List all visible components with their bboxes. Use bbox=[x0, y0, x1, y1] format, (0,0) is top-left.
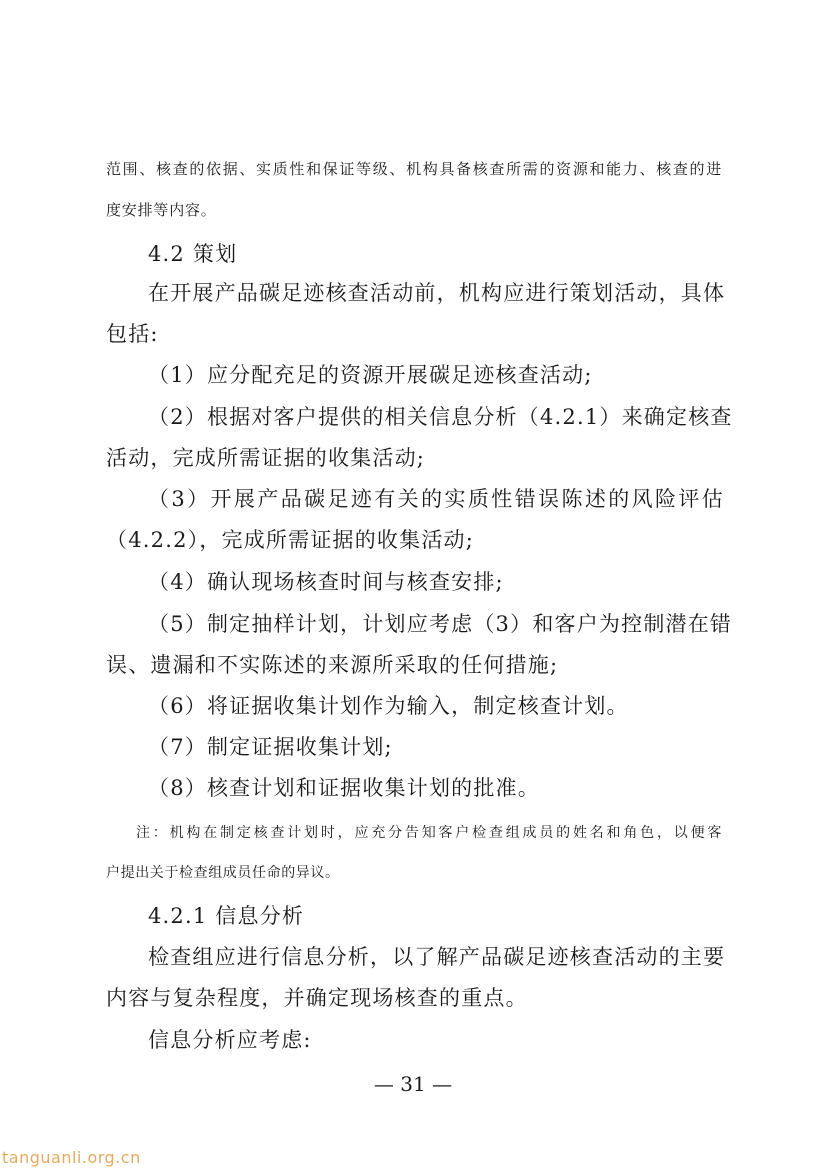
section-heading: 4.2 策划 bbox=[148, 242, 238, 266]
list-item-continuation: （4.2.2），完成所需证据的收集活动; bbox=[106, 528, 475, 552]
list-item-continuation: 误、遗漏和不实陈述的来源所采取的任何措施; bbox=[106, 653, 559, 677]
note-line: 户提出关于检查组成员任命的异议。 bbox=[106, 865, 340, 881]
note-line: 注：机构在制定核查计划时，应充分告知客户检查组成员的姓名和角色，以便客 bbox=[136, 825, 722, 841]
watermark-text: tanguanli.org.cn bbox=[2, 1148, 141, 1167]
paragraph-line: 在开展产品碳足迹核查活动前，机构应进行策划活动，具体 bbox=[148, 281, 726, 305]
page-number: — 31 — bbox=[373, 1072, 453, 1096]
paragraph-line: 检查组应进行信息分析，以了解产品碳足迹核查活动的主要 bbox=[148, 945, 726, 969]
paragraph-line: 度安排等内容。 bbox=[106, 201, 217, 219]
paragraph-line: 内容与复杂程度，并确定现场核查的重点。 bbox=[106, 986, 528, 1010]
paragraph-line: 范围、核查的依据、实质性和保证等级、机构具备核查所需的资源和能力、核查的进 bbox=[106, 160, 722, 178]
list-item: （2）根据对客户提供的相关信息分析（4.2.1）来确定核查 bbox=[148, 405, 733, 429]
list-item-continuation: 活动，完成所需证据的收集活动; bbox=[106, 446, 426, 470]
paragraph-line: 信息分析应考虑: bbox=[148, 1028, 312, 1052]
list-item: （4）确认现场核查时间与核查安排; bbox=[148, 570, 504, 594]
list-item: （1）应分配充足的资源开展碳足迹核查活动; bbox=[148, 363, 593, 387]
paragraph-line: 包括: bbox=[106, 322, 159, 346]
list-item: （6）将证据收集计划作为输入，制定核查计划。 bbox=[148, 694, 629, 718]
list-item: （3）开展产品碳足迹有关的实质性错误陈述的风险评估 bbox=[148, 487, 724, 511]
list-item: （7）制定证据收集计划; bbox=[148, 735, 393, 759]
list-item: （5）制定抽样计划，计划应考虑（3）和客户为控制潜在错 bbox=[148, 612, 733, 636]
section-heading: 4.2.1 信息分析 bbox=[148, 904, 305, 928]
list-item: （8）核查计划和证据收集计划的批准。 bbox=[148, 776, 540, 800]
